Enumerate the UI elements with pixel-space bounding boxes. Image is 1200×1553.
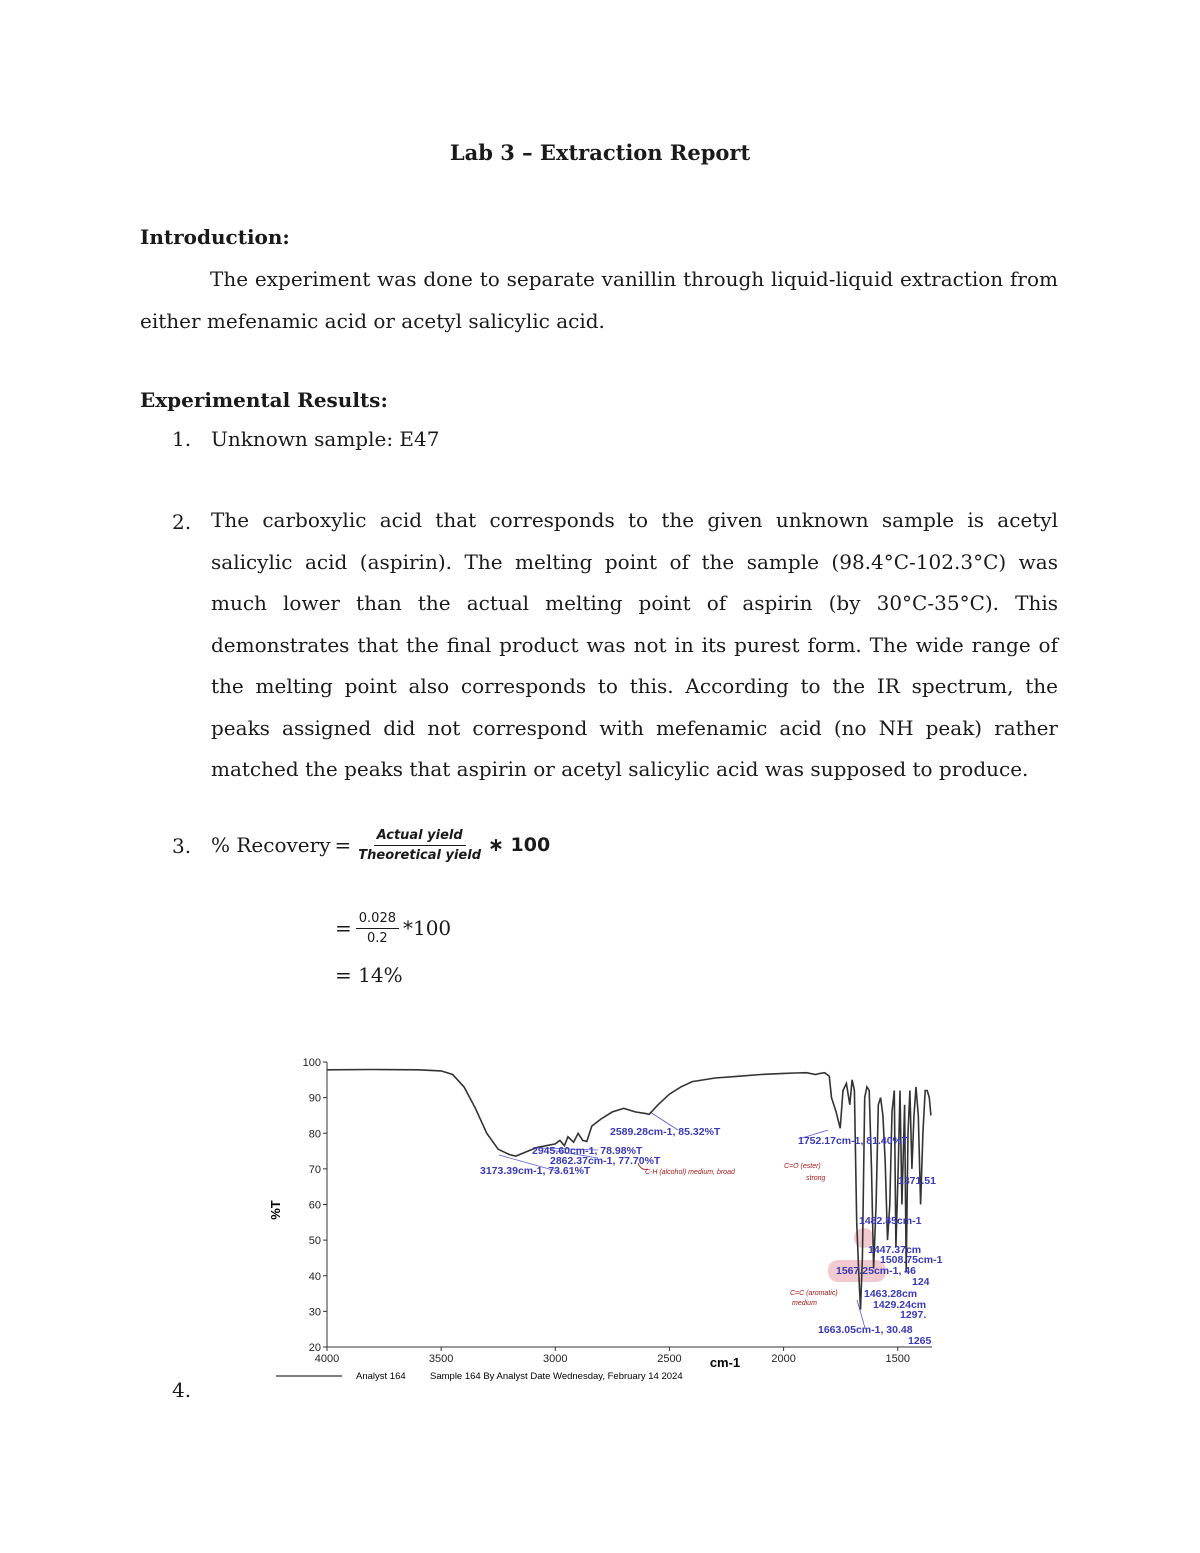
item-4-number: 4.: [172, 1378, 192, 1402]
y-tick-label: 20: [308, 1342, 321, 1354]
peak-label-2945: 2945.60cm-1, 78.98%T: [532, 1145, 643, 1157]
page-title: Lab 3 – Extraction Report: [449, 140, 751, 165]
peak-label-1508: 1508.75cm-1: [880, 1254, 943, 1266]
x-tick-label: 2000: [771, 1353, 796, 1365]
calc-equals: =: [335, 916, 352, 940]
legend-footer: Sample 164 By Analyst Date Wednesday, February 14 2024: [430, 1371, 683, 1382]
x-tick-label: 2500: [657, 1353, 682, 1365]
item-2-text: The carboxylic acid that corresponds to the given unknown sample is acetyl salicylic acid (aspirin). The melting point of the sample (98.4°C-102.3°C) was much lower than the actual melting point of aspirin (by 30°C-35°C). This demonstrates that the final product was not in its purest form. The wide range of the melting point also corresponds to this. According to the IR spectrum, the peaks assigned did not correspond with mefenamic acid (no NH peak) rather matched the peaks that aspirin or acetyl salicylic acid was supposed to produce.: [211, 508, 1058, 781]
annotation-co-ester: C=O (ester): [784, 1163, 821, 1170]
peak-label-2589: 2589.28cm-1, 85.32%T: [610, 1126, 721, 1138]
peak-label-1371: 1371.51: [898, 1175, 936, 1187]
peak-label-1429: 1429.24cm: [873, 1299, 927, 1311]
peak-label-1752: 1752.17cm-1, 81.40%T: [798, 1135, 909, 1147]
annotation-medium: medium: [792, 1300, 817, 1307]
recovery-result: = 14%: [335, 963, 403, 987]
annotation-ch-alcohol: C-H (alcohol) medium, broad: [645, 1169, 735, 1176]
y-tick-label: 60: [308, 1199, 321, 1212]
y-ticks: [303, 1057, 327, 1354]
fraction-numerator: Actual yield: [374, 828, 466, 846]
yield-fraction: [355, 828, 484, 863]
x-axis-label: cm-1: [709, 1355, 741, 1370]
recovery-label: % Recovery: [211, 833, 331, 857]
item-1-text: Unknown sample: E47: [211, 427, 440, 451]
peak-label-1265: 1265: [908, 1335, 932, 1347]
annotation-cc-aromatic: C=C (aromatic): [790, 1290, 838, 1297]
recovery-formula: [211, 820, 550, 870]
calc-numerator: 0.028: [356, 911, 399, 929]
y-tick-label: 40: [308, 1270, 321, 1283]
calc-denominator: 0.2: [367, 930, 388, 946]
chart-legend: [276, 1371, 683, 1382]
x-tick-label: 3500: [428, 1353, 454, 1365]
y-tick-label: 50: [308, 1235, 321, 1248]
peak-label-2862: 2862.37cm-1, 77.70%T: [550, 1155, 661, 1167]
introduction-heading: Introduction:: [140, 225, 290, 249]
item-2-number: 2.: [172, 510, 192, 534]
y-axis-label: %T: [268, 1200, 283, 1220]
x-ticks: [315, 1347, 910, 1365]
y-tick-label: 30: [308, 1306, 321, 1319]
equals-sign: =: [334, 833, 352, 857]
fraction-denominator: Theoretical yield: [358, 847, 482, 863]
peak-label-1663: 1663.05cm-1, 30.48: [818, 1324, 913, 1336]
peak-label-1447: 1447.37cm: [868, 1244, 922, 1256]
peak-label-124x: 124: [912, 1276, 930, 1288]
legend-series-name: Analyst 164: [356, 1371, 406, 1382]
results-heading: Experimental Results:: [140, 388, 388, 412]
item-1-number: 1.: [172, 427, 192, 451]
y-tick-label: 100: [302, 1057, 321, 1069]
multiplier: ∗ 100: [488, 834, 551, 856]
x-tick-label: 3000: [543, 1353, 568, 1365]
recovery-calc: [335, 905, 451, 951]
peak-label-1297: 1297.: [900, 1309, 927, 1321]
y-tick-label: 90: [308, 1092, 321, 1105]
handwritten-annotations: [638, 1163, 838, 1307]
y-tick-label: 70: [308, 1163, 321, 1176]
item-3-number: 3.: [172, 834, 192, 858]
y-tick-label: 80: [308, 1128, 321, 1141]
x-tick-label: 4000: [314, 1353, 340, 1365]
peak-label-1567: 1567.25cm-1, 46: [836, 1265, 916, 1277]
introduction-text: The experiment was done to separate vanillin through liquid-liquid extraction from either mefenamic acid or acetyl salicylic acid.: [140, 267, 1058, 333]
calc-multiplier: *100: [402, 916, 452, 940]
calc-fraction: [356, 911, 399, 946]
annotation-strong: strong: [806, 1175, 826, 1182]
ir-spectrum-chart: [260, 1050, 960, 1390]
x-tick-label: 1500: [885, 1353, 910, 1365]
peak-label-1463: 1463.28cm: [864, 1288, 918, 1300]
peak-label-3173: 3173.39cm-1, 73.61%T: [480, 1165, 591, 1177]
peak-label-1482: 1482.85cm-1: [859, 1215, 922, 1227]
